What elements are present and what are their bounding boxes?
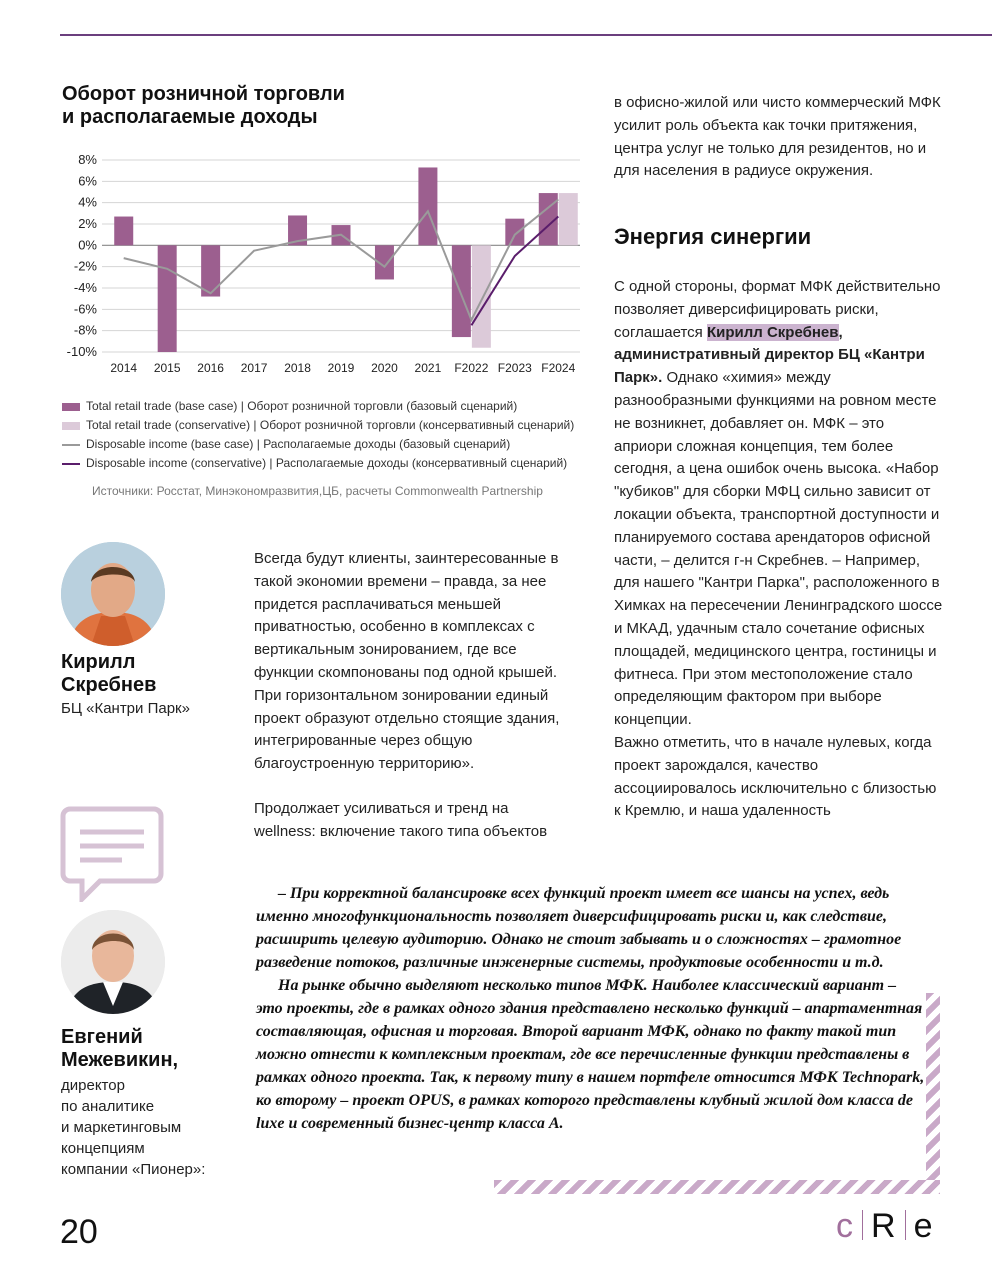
section-heading: Энергия синергии: [614, 224, 812, 249]
legend-item-income-conservative: Disposable income (conservative) | Располагаемые доходы (консервативный сценарий): [62, 454, 574, 473]
legend-item-retail-conservative: Total retail trade (conservative) | Оборот розничной торговли (консервативный сценарий): [62, 416, 574, 435]
right-paragraph-2: Важно отметить, что в начале нулевых, когда проект зарождался, качество ассоциировалось исключительно с близостью к Кремлю, и наша удаленность: [614, 733, 937, 820]
chat-bubble-icon: [60, 806, 164, 902]
chart-source: Источники: Росстат, Минэкономразвития,ЦБ, расчеты Commonwealth Partnership: [92, 484, 543, 498]
portrait-icon: [61, 542, 165, 646]
bar: [114, 217, 133, 246]
series-line: [124, 200, 559, 321]
top-rule: [60, 34, 992, 36]
bar: [505, 219, 524, 246]
chart-legend: [62, 397, 574, 473]
person2-name: Евгений Межевикин,: [61, 1026, 179, 1071]
bar: [158, 245, 177, 352]
quote-paragraph-1: – При корректной балансировке всех функций проект имеет все шансы на успех, ведь именно многофункциональность позволяет диверсифицировать риски и, как следствие, расширить целевую аудиторию. Однако не стоит забывать и о сложностях – грамотное разведение потоков, различные инженерные системы, продуктовые особенности и т.д.: [256, 885, 902, 971]
x-tick-label: 2021: [414, 361, 442, 375]
middle-paragraph-2: Продолжает усиливаться и тренд на wellness: включение такого типа объектов: [254, 799, 548, 840]
page-number: 20: [60, 1213, 98, 1251]
right-intro-paragraph: в офисно-жилой или чисто коммерческий МФК усилит роль объекта как точки притяжения, центра услуг не только для резидентов, но и для населения в радиусе окружения.: [614, 94, 941, 180]
legend-swatch-income-conservative: [62, 463, 80, 465]
cre-logo: c R e: [836, 1207, 934, 1245]
pull-quote: [256, 882, 926, 1135]
y-tick-label: -8%: [73, 322, 97, 338]
highlighted-name: Кирилл Скребнев: [706, 323, 839, 341]
x-tick-label: F2023: [497, 361, 532, 375]
x-tick-label: F2022: [454, 361, 489, 375]
speaker-title: , административный директор БЦ «Кантри Парк».: [614, 323, 925, 387]
y-tick-label: -10%: [66, 344, 97, 359]
x-tick-label: 2014: [110, 361, 138, 375]
middle-column: [254, 548, 574, 844]
bar: [452, 245, 471, 337]
y-tick-label: -4%: [73, 280, 97, 295]
person1-name: Кирилл Скребнев: [61, 651, 157, 696]
x-tick-label: 2018: [284, 361, 311, 375]
bar: [472, 245, 491, 347]
chart-title-line1: Оборот розничной торговли: [62, 83, 345, 105]
x-tick-label: 2016: [197, 361, 224, 375]
bar: [559, 193, 578, 245]
quote-paragraph-2: На рынке обычно выделяют несколько типов МФК. Наиболее классический вариант – это проекты, где в рамках одного здания представлено несколько функций – апартаментная составляющая, офисная и торговая. Второй вариант МФК, однако по факту такой тип можно отнести к комплексным проектам, где все перечисленные функции представлены в рамках одного проекта. Так, к первому типу в нашем портфеле относится МФК Technopark, ко второму – проект OPUS, в рамках которого представлены клубный жилой дом класса de luxe и современный бизнес-центр класса А.: [256, 977, 925, 1132]
y-tick-label: 0%: [78, 237, 97, 253]
right-paragraph-1: С одной стороны, формат МФК действительно позволяет диверсифицировать риски, соглашается Кирилл Скребнев, административный директор БЦ «Кантри Парк». Однако «химия» между разнообразными функциями на ровном месте не возникнет, добавляет он. МФК – это априори сложная концепция, тем более сегодня, а цена ошибок очень высока. «Набор "кубиков" для сборки МФЦ сильно зависит от локации объекта, транспортной доступности и планируемого состава арендаторов офисной части, – делится г-н Скребнев. – Например, для нашего "Кантри Парка", расположенного в Химках на пересечении Ленинградского шоссе и МКАД, удачным стало сочетание офисных площадей, медицинского центра, гостиницы и фитнеса. При этом местоположение стало определяющим фактором при выборе концепции.: [614, 278, 943, 729]
bar: [418, 167, 437, 245]
decorative-stripe-horizontal: [494, 1180, 940, 1194]
chart-title-line2: и располагаемые доходы: [62, 106, 318, 128]
x-tick-label: 2020: [371, 361, 398, 375]
chart-title: [62, 83, 442, 129]
x-tick-label: 2017: [240, 361, 268, 375]
x-tick-label: F2024: [541, 361, 576, 375]
legend-item-income-base: Disposable income (base case) | Располагаемые доходы (базовый сценарий): [62, 435, 574, 454]
right-column-body: [614, 276, 944, 823]
legend-item-retail-base: Total retail trade (base case) | Оборот розничной торговли (базовый сценарий): [62, 397, 574, 416]
retail-income-chart: [60, 148, 590, 378]
person2-role: директор по аналитике и маркетинговым концепциям компании «Пионер»:: [61, 1077, 206, 1178]
avatar-kirill-skrebnev: [61, 542, 165, 646]
avatar-evgeny-mezhevikin: [61, 910, 165, 1014]
y-tick-label: 8%: [78, 152, 97, 167]
person1-company: БЦ «Кантри Парк»: [61, 700, 190, 717]
x-tick-label: 2019: [327, 361, 355, 375]
legend-swatch-income-base: [62, 444, 80, 446]
decorative-stripe-vertical: [926, 993, 940, 1193]
portrait-icon: [61, 910, 165, 1014]
y-tick-label: -2%: [73, 258, 97, 274]
y-tick-label: 6%: [78, 173, 97, 189]
x-tick-label: 2015: [153, 361, 181, 375]
right-column-intro: [614, 92, 944, 183]
y-tick-label: -6%: [73, 301, 97, 317]
middle-paragraph-1: Всегда будут клиенты, заинтересованные в такой экономии времени – правда, за нее придется расплачиваться меньшей приватностью, особенно в комплексах с вертикальным зонированием, где все функции скомпонованы под одной крышей. При горизонтальном зонировании единый проект образуют отдельно стоящие здания, интегрированные через общую благоустроенную территорию».: [254, 550, 560, 773]
legend-swatch-retail-base: [62, 403, 80, 411]
y-tick-label: 2%: [78, 216, 97, 231]
y-tick-label: 4%: [78, 194, 97, 210]
legend-swatch-retail-conservative: [62, 422, 80, 430]
